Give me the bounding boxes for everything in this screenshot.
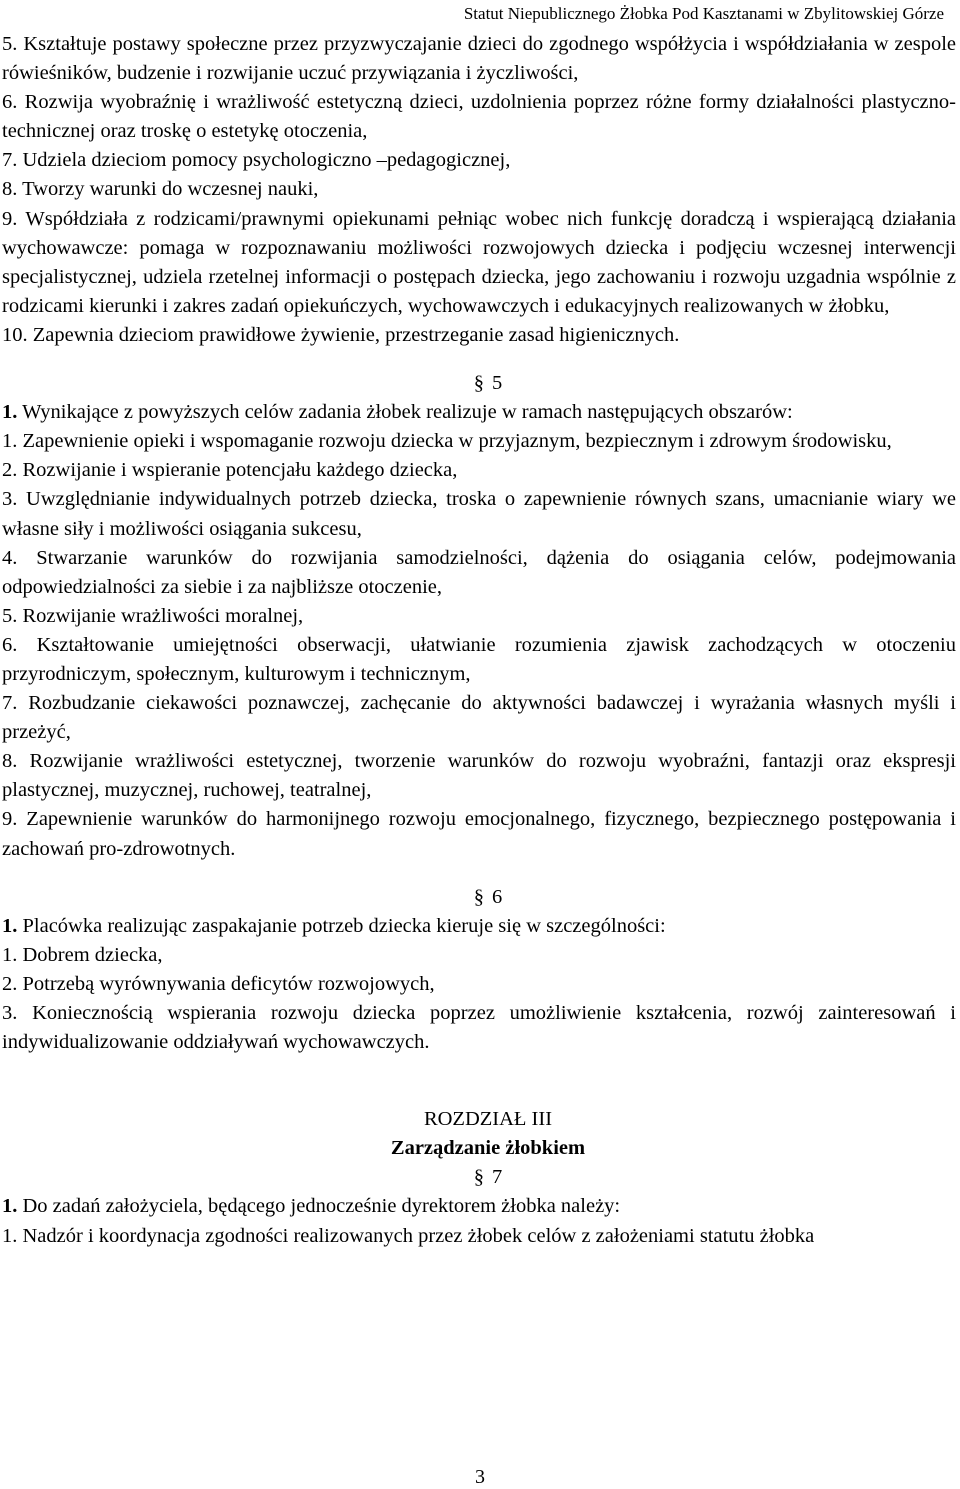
section5-item-8: 8. Rozwijanie wrażliwości estetycznej, tworzenie warunków do rozwoju wyobraźni, fantazji oraz ekspresji plastycznej, muzycznej, ruchowej, teatralnej, [2,750,956,802]
section-number: 5 [492,372,503,395]
page-header: Statut Niepublicznego Żłobka Pod Kasztanami w Zbylitowskiej Górze [463,4,944,23]
chapter-subtitle: Zarządzanie żłobkiem [390,1137,586,1160]
section6-item-1: 1. Dobrem dziecka, [2,943,163,966]
section4-item-5: 5. Kształtuje postawy społeczne przez przyzwyczajanie dzieci do zgodnego współżycia i współdziałania w zespole rówieśników, budzenie i rozwijanie uczuć przywiązania i życzliwości, [2,33,956,85]
section6-lead-number: 1. [2,914,18,937]
section5-item-9: 9. Zapewnienie warunków do harmonijnego rozwoju emocjonalnego, fizycznego, bezpiecznego postępowania i zachowań pro-zdrowotnych. [2,808,956,860]
section5-lead-text: Wynikające z powyższych celów zadania żłobek realizuje w ramach następujących obszarów: [17,401,793,424]
chapter-title: ROZDZIAŁ III [423,1108,553,1131]
section4-item-8: 8. Tworzy warunki do wczesnej nauki, [2,178,319,201]
section5-item-3: 3. Uwzględnianie indywidualnych potrzeb dziecka, troska o zapewnienie równych szans, umacnianie wiary we własne siły i możliwości osiągania sukcesu, [2,488,956,540]
section5-item-7: 7. Rozbudzanie ciekawości poznawczej, zachęcanie do aktywności badawczej i wyrażania własnych myśli i przeżyć, [2,692,956,744]
section-sign: § [473,1166,484,1189]
section-sign: § [473,372,484,395]
section-7-heading [2,1163,956,1192]
page-number: 3 [475,1466,485,1488]
section7-lead [2,1192,956,1221]
section-6-heading [2,883,956,912]
section5-lead-number: 1. [2,401,18,424]
section5-lead [2,398,956,427]
section4-item-6: 6. Rozwija wyobraźnię i wrażliwość estetyczną dzieci, uzdolnienia poprzez różne formy działalności plastyczno- technicznej oraz troskę o estetykę otoczenia, [2,91,956,143]
section5-item-1: 1. Zapewnienie opieki i wspomaganie rozwoju dziecka w przyjaznym, bezpiecznym i zdrowym środowisku, [2,430,892,453]
section-5-heading [2,369,956,398]
section5-item-6: 6. Kształtowanie umiejętności obserwacji, ułatwianie rozumienia zjawisk zachodzących w otoczeniu przyrodniczym, społecznym, kulturowym i technicznym, [2,633,956,685]
section7-lead-number: 1. [2,1195,18,1218]
section-number: 7 [492,1166,503,1189]
section5-item-2: 2. Rozwijanie i wspieranie potencjału każdego dziecka, [2,459,458,482]
section4-item-10: 10. Zapewnia dzieciom prawidłowe żywienie, przestrzeganie zasad higienicznych. [2,323,680,346]
section4-item-7: 7. Udziela dzieciom pomocy psychologiczno –pedagogicznej, [2,149,511,172]
section6-item-2: 2. Potrzebą wyrównywania deficytów rozwojowych, [2,972,435,995]
section-sign: § [473,885,484,908]
section5-item-4: 4. Stwarzanie warunków do rozwijania samodzielności, dążenia do osiągania celów, podejmowania odpowiedzialności za siebie i za najbliższe otoczenie, [2,546,956,598]
document-body [2,30,956,1251]
section-number: 6 [492,885,503,908]
section7-item-1: 1. Nadzór i koordynacja zgodności realizowanych przez żłobek celów z założeniami statutu żłobka [2,1224,815,1247]
section6-item-3: 3. Koniecznością wspierania rozwoju dziecka poprzez umożliwienie kształcenia, rozwój zainteresowań i indywidualizowanie oddziaływań wychowawczych. [2,1002,956,1054]
section6-lead-text: Placówka realizując zaspakajanie potrzeb dziecka kieruje się w szczególności: [17,914,666,937]
section4-item-9: 9. Współdziała z rodzicami/prawnymi opiekunami pełniąc wobec nich funkcję doradczą i wspierającą działania wychowawcze: pomaga w rozpoznawaniu możliwości rozwojowych dziecka i podjęciu wczesnej interwencji specjalistycznej, udziela rzetelnej informacji o postępach dziecka, jego zachowaniu i rozwoju uzgadnia wspólnie z rodzicami kierunki i zakres zadań opiekuńczych, wychowawczych i edukacyjnych realizowanych w żłobku, [2,207,956,317]
section5-item-5: 5. Rozwijanie wrażliwości moralnej, [2,604,304,627]
section7-lead-text: Do zadań założyciela, będącego jednocześnie dyrektorem żłobka należy: [17,1195,621,1218]
section6-lead [2,912,956,941]
